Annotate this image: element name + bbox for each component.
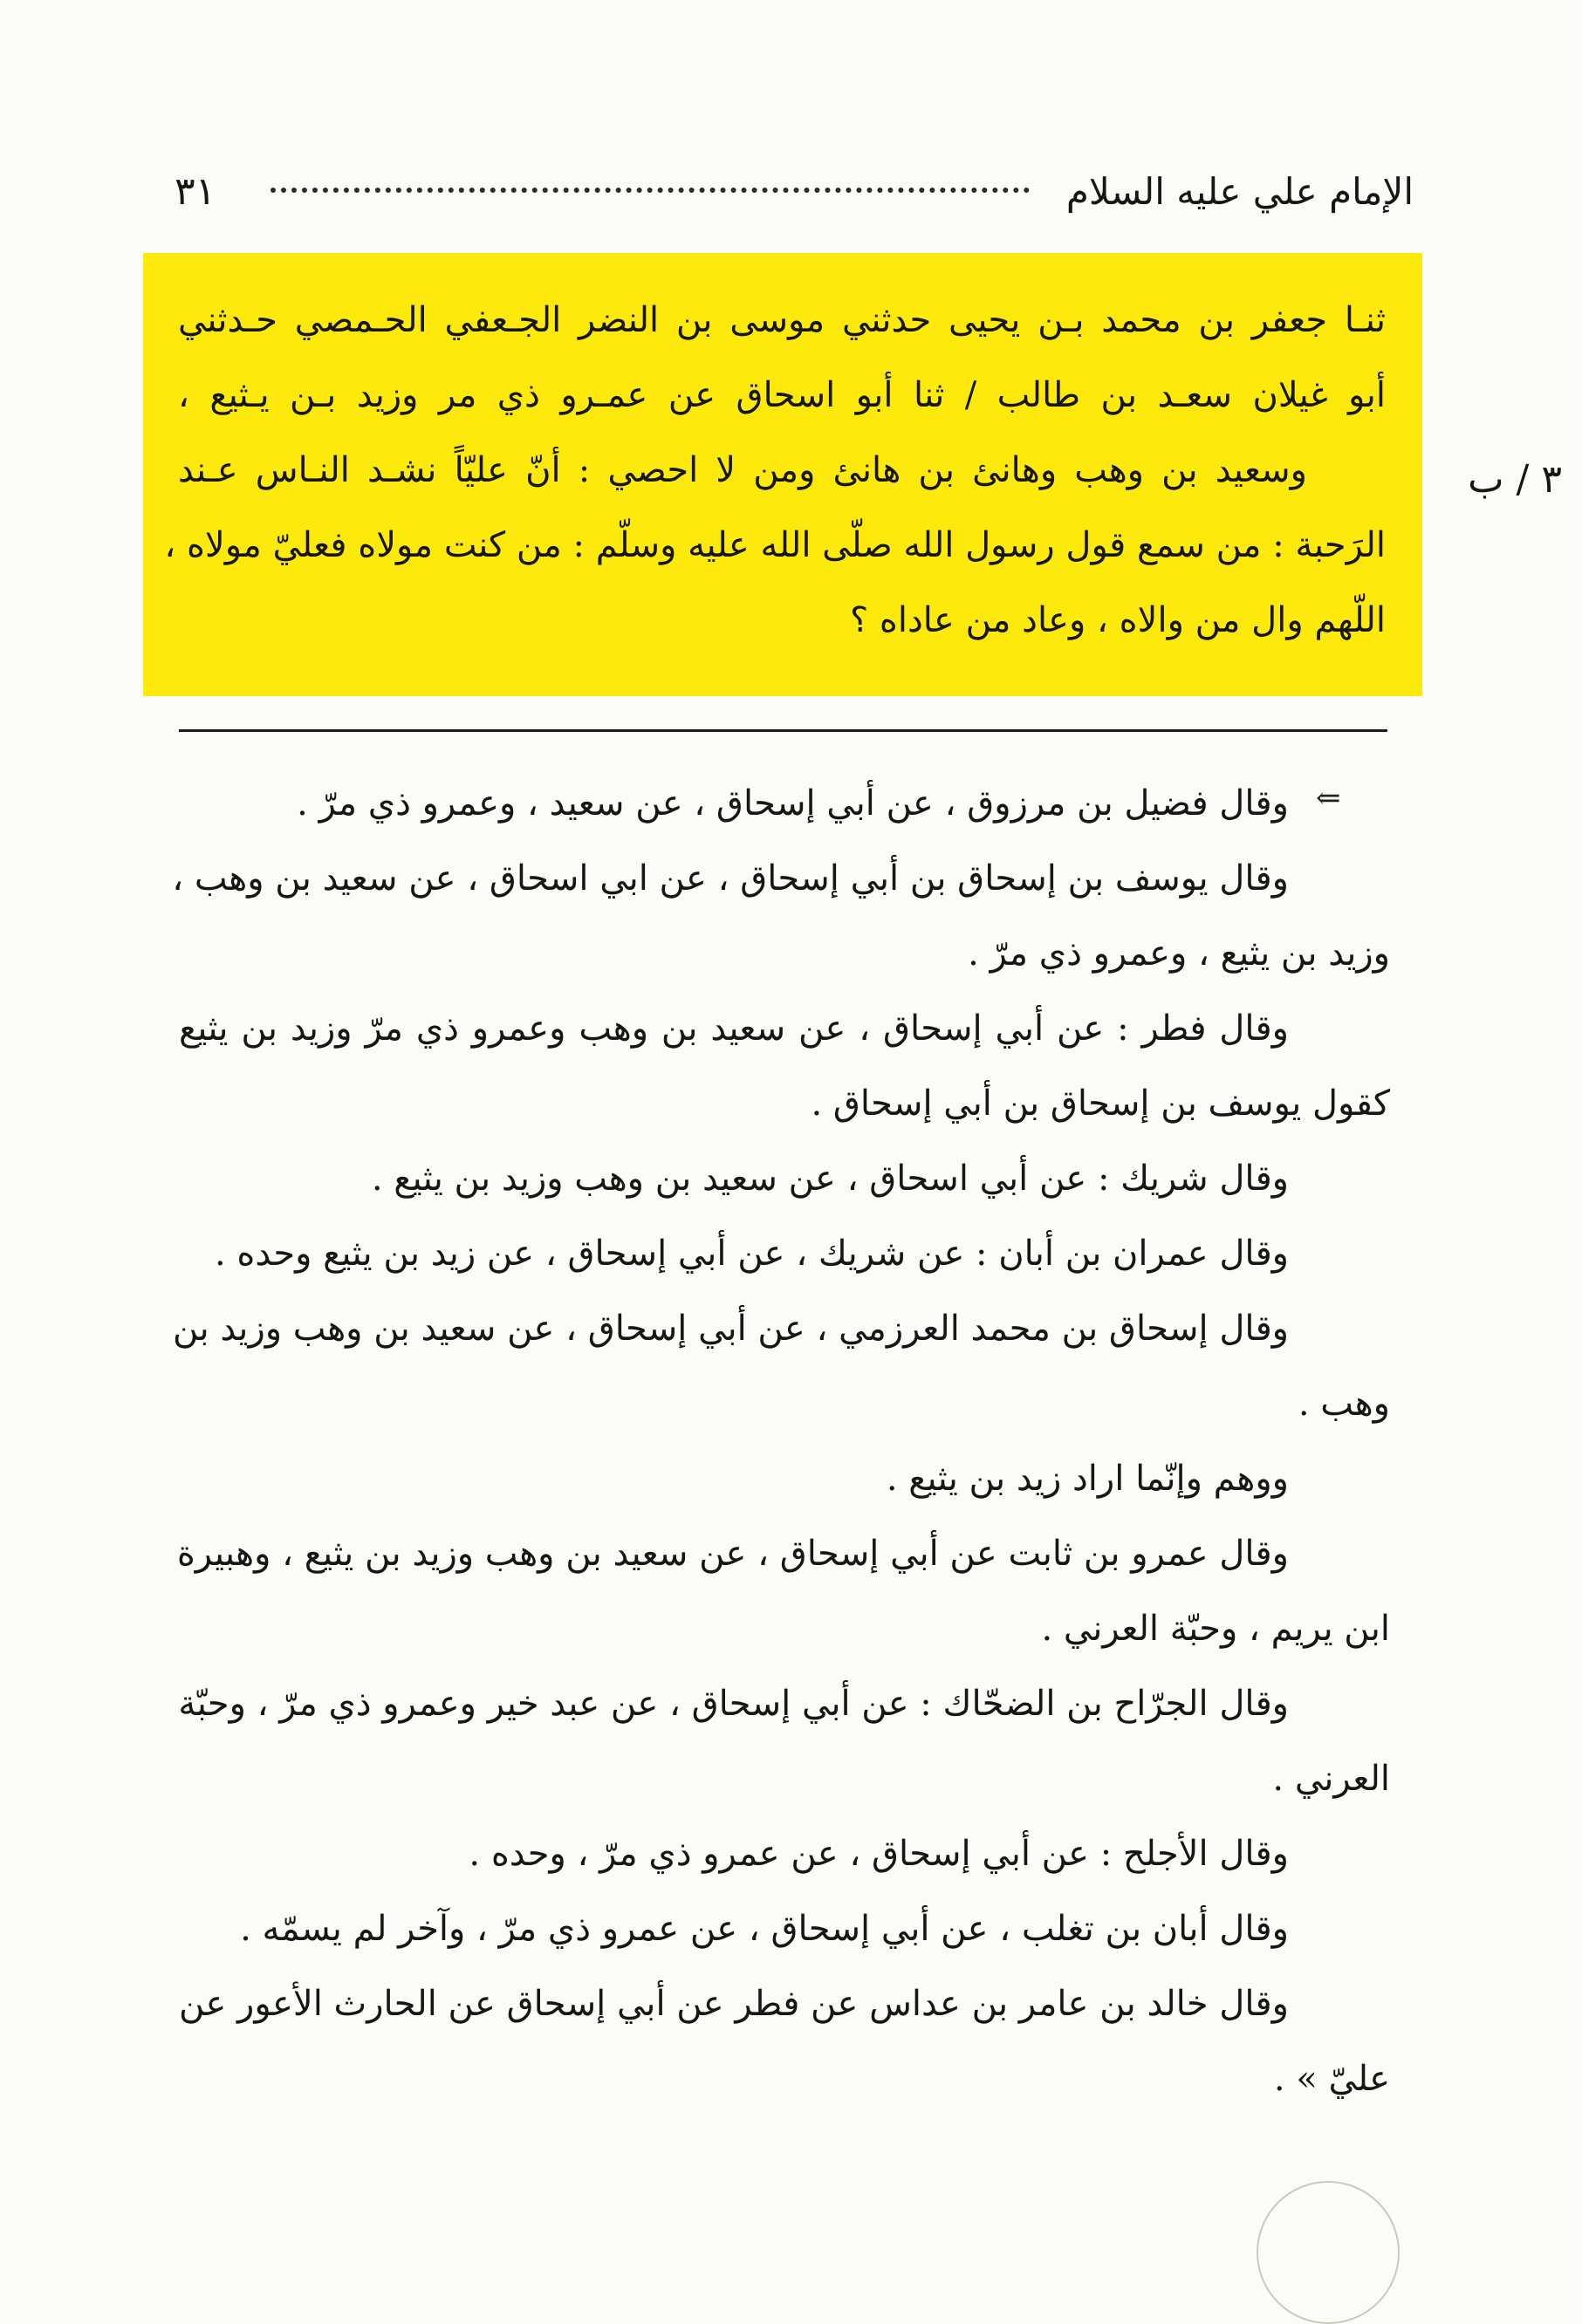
body-paragraph (179, 1666, 1390, 1816)
body-line: وقال عمرو بن ثابت عن أبي إسحاق ، عن سعيد بن وهب وزيد بن يثيع ، وهبيرة (176, 1534, 1289, 1574)
body-paragraph (179, 766, 1390, 841)
manuscript-folio-marker: ٣ / ب (1468, 457, 1562, 502)
body-paragraph (172, 841, 1390, 991)
body-paragraph (179, 1216, 1390, 1291)
body-line: وقال شريك : عن أبي اسحاق ، عن سعيد بن وهب وزيد بن يثيع . (371, 1159, 1289, 1199)
body-line: وهب . (1298, 1384, 1390, 1424)
body-line: وقال فطر : عن أبي إسحاق ، عن سعيد بن وهب وعمرو ذي مرّ وزيد بن يثيع (179, 1008, 1289, 1049)
highlight-line: أبو غيلان سعـد بن طالب / ثنا أبو اسحاق عن عمـرو ذي مر وزيد بـن يـثيع ، (178, 375, 1386, 415)
body-paragraph (179, 1816, 1390, 1891)
body-line: العرني . (1272, 1759, 1390, 1799)
body-line: وقال فضيل بن مرزوق ، عن أبي إسحاق ، عن سعيد ، وعمرو ذي مرّ . (297, 783, 1289, 824)
body-line: وقال خالد بن عامر بن عداس عن فطر عن أبي إسحاق عن الحارث الأعور عن (179, 1984, 1289, 2024)
page-number: ٣١ (175, 169, 216, 214)
body-paragraph (179, 1441, 1390, 1516)
body-line: ابن يريم ، وحبّة العرني . (1041, 1609, 1390, 1649)
body-line: وقال الأجلح : عن أبي إسحاق ، عن عمرو ذي مرّ ، وحده . (469, 1834, 1289, 1874)
continuation-arrow-icon: ⇐ (1316, 781, 1341, 816)
body-paragraph (179, 991, 1390, 1141)
body-line: وقال عمران بن أبان : عن شريك ، عن أبي إسحاق ، عن زيد بن يثيع وحده . (214, 1234, 1289, 1274)
body-paragraph (179, 1141, 1390, 1216)
body-paragraph (179, 1966, 1390, 2116)
header-leader-dots (271, 188, 1030, 193)
highlight-line: الرَحبة : من سمع قول رسول الله صلّى الله عليه وسلّم : من كنت مولاه فعليّ مولاه ، (164, 525, 1386, 565)
body-paragraph (179, 1891, 1390, 1966)
body-paragraph (173, 1291, 1390, 1441)
body-paragraph (176, 1516, 1390, 1666)
highlighted-quotation (143, 253, 1422, 696)
header-title: الإمام علي عليه السلام (1065, 170, 1414, 213)
highlight-line: اللّهم وال من والاه ، وعاد من عاداه ؟ (849, 600, 1386, 640)
corner-stamp-outline (1257, 2181, 1400, 2324)
highlight-line: وسعيد بن وهب وهانئ بن هانئ ومن لا احصي : أنّ عليّاً نشـد النـاس عـند (178, 450, 1307, 490)
body-line: عليّ » . (1273, 2059, 1390, 2099)
body-line: وقال أبان بن تغلب ، عن أبي إسحاق ، عن عمرو ذي مرّ ، وآخر لم يسمّه . (240, 1909, 1289, 1949)
body-line: وقال إسحاق بن محمد العرزمي ، عن أبي إسحاق ، عن سعيد بن وهب وزيد بن (173, 1309, 1289, 1349)
body-text (172, 766, 1390, 2116)
body-line: وزيد بن يثيع ، وعمرو ذي مرّ . (968, 933, 1390, 974)
body-line: وقال الجرّاح بن الضحّاك : عن أبي إسحاق ، عن عبد خير وعمرو ذي مرّ ، وحبّة (178, 1684, 1289, 1724)
body-line: ووهم وإنّما اراد زيد بن يثيع . (886, 1459, 1289, 1499)
running-header (175, 161, 1414, 222)
body-line: كقول يوسف بن إسحاق بن أبي إسحاق . (811, 1083, 1390, 1124)
separator-rule (179, 729, 1387, 732)
body-line: وقال يوسف بن إسحاق بن أبي إسحاق ، عن ابي اسحاق ، عن سعيد بن وهب ، (172, 858, 1289, 899)
highlight-line: ثنـا جعفر بن محمد بـن يحيى حدثني موسى بن النضر الجـعفي الحـمصي حـدثني (178, 300, 1386, 340)
